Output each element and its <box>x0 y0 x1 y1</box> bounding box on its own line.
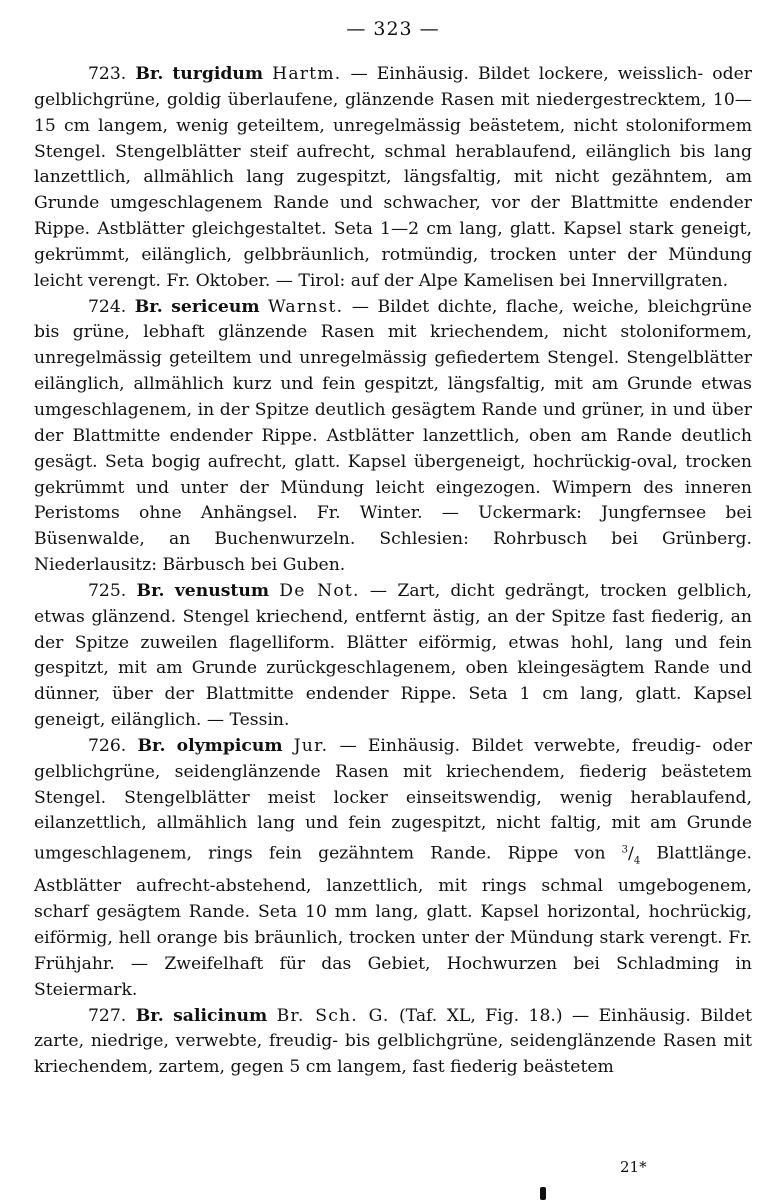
genus-abbrev: Br. <box>136 580 165 601</box>
species-name: venustum <box>174 580 270 601</box>
entry-727 <box>34 1004 752 1082</box>
species-name: salicinum <box>173 1005 268 1026</box>
fraction-three-quarters: $^3/_4$ <box>621 844 641 867</box>
entry-724 <box>34 295 752 579</box>
entry-description: — Bildet dichte, flache, weiche, bleichgrüne bis grüne, lebhaft glänzende Rasen mit kriechendem, nicht stoloniformem, unregelmässig geteiltem und unregelmässig gefiedertem Stengel. Stengelblätter eilänglich, allmählich kurz und fein gespitzt, längsfaltig, mit am Grunde etwas umgeschlagenem, in der Spitze deutlich gesägtem Rande und grüner, in und über der Blattmitte endender Rippe. Astblätter lanzettlich, oben am Rande deutlich gesägt. Seta bogig aufrecht, glatt. Kapsel übergeneigt, hochrückig-oval, trocken gekrümmt und unter der Mündung leicht eingezogen. Wimpern des inneren Peristoms ohne Anhängsel. Fr. Winter. — Uckermark: Jungfernsee bei Büsenwalde, an Buchenwurzeln. Schlesien: Rohrbusch bei Grünberg. Niederlausitz: Bärbusch bei Guben. <box>34 296 752 576</box>
entry-number: 723. <box>88 64 127 84</box>
entry-description: (Taf. XL, Fig. 18.) — Einhäusig. Bildet zarte, niedrige, verwebte, freudig- bis gelblichgrüne, seidenglänzende Rasen mit kriechendem, zartem, gegen 5 cm langem, fast fiederig beästetem <box>34 1005 752 1078</box>
author-citation: Jur. <box>293 735 329 756</box>
author-citation: Hartm. <box>272 64 342 84</box>
author-citation: Br. Sch. G. <box>276 1005 390 1026</box>
ink-speck <box>540 1187 546 1200</box>
entry-description: — Zart, dicht gedrängt, trocken gelblich, etwas glänzend. Stengel kriechend, entfernt ästig, an der Spitze fast fiederig, an der Spitze zuweilen flagelliform. Blätter eiförmig, etwas hohl, lang und fein gespitzt, mit am Grunde zurückgeschlagenem, oben kleingesägtem Rande und dünner, über der Blattmitte endender Rippe. Seta 1 cm lang, glatt. Kapsel geneigt, eilänglich. — Tessin. <box>34 580 752 731</box>
genus-abbrev: Br. <box>135 64 164 84</box>
genus-abbrev: Br. <box>135 1005 164 1026</box>
entry-725 <box>34 579 752 734</box>
entry-number: 725. <box>88 580 127 601</box>
species-name: olympicum <box>176 735 283 756</box>
genus-abbrev: Br. <box>134 296 163 317</box>
entry-description: — Einhäusig. Bildet lockere, weisslich- oder gelblichgrüne, goldig überlaufene, glänzende Rasen mit niedergestrecktem, 10—15 cm langem, wenig geteiltem, unregelmässig beästetem, nicht stoloniformem Stengel. Stengelblätter steif aufrecht, schmal herablaufend, eilänglich bis lang lanzettlich, allmählich lang zugespitzt, längsfaltig, mit nicht gezähntem, am Grunde umgeschlagenem Rande und schwacher, vor der Blattmitte endender Rippe. Astblätter gleichgestaltet. Seta 1—2 cm lang, glatt. Kapsel stark geneigt, gekrümmt, eilänglich, gelbbräunlich, rotmündig, trocken unter der Mündung leicht verengt. Fr. Oktober. — Tirol: auf der Alpe Kamelisen bei Innervillgraten. <box>34 64 752 291</box>
entry-number: 727. <box>88 1005 127 1026</box>
genus-abbrev: Br. <box>137 735 166 756</box>
entry-description: — Einhäusig. Bildet verwebte, freudig- oder gelblichgrüne, seidenglänzende Rasen mit kriechendem, fiederig beästetem Stengel. Stengelblätter meist locker einseitswendig, wenig herablaufend, eilanzettlich, allmählich lang und fein zugespitzt, nicht faltig, mit am Grunde umgeschlagenem, rings fein gezähntem Rande. Rippe von <box>34 735 752 865</box>
book-page <box>34 18 752 1081</box>
author-citation: Warnst. <box>268 296 344 317</box>
entry-726 <box>34 734 752 1004</box>
author-citation: De Not. <box>279 580 360 601</box>
species-name: sericeum <box>171 296 260 317</box>
entry-number: 724. <box>88 296 127 317</box>
entry-number: 726. <box>88 735 127 756</box>
entry-723 <box>34 62 752 295</box>
signature-mark: 21* <box>620 1158 647 1176</box>
page-number: — 323 — <box>346 18 440 40</box>
entry-description-continued: Blattlänge. Astblätter aufrecht-abstehend, lanzettlich, mit rings schmal umgebogenem, scharf gesägtem Rande. Seta 10 mm lang, glatt. Kapsel horizontal, hochrückig, eiförmig, hell orange bis bräunlich, trocken unter der Mündung stark verengt. Fr. Frühjahr. — Zweifelhaft für das Gebiet, Hochwurzen bei Schladming in Steiermark. <box>34 844 752 1000</box>
species-name: turgidum <box>172 64 264 84</box>
